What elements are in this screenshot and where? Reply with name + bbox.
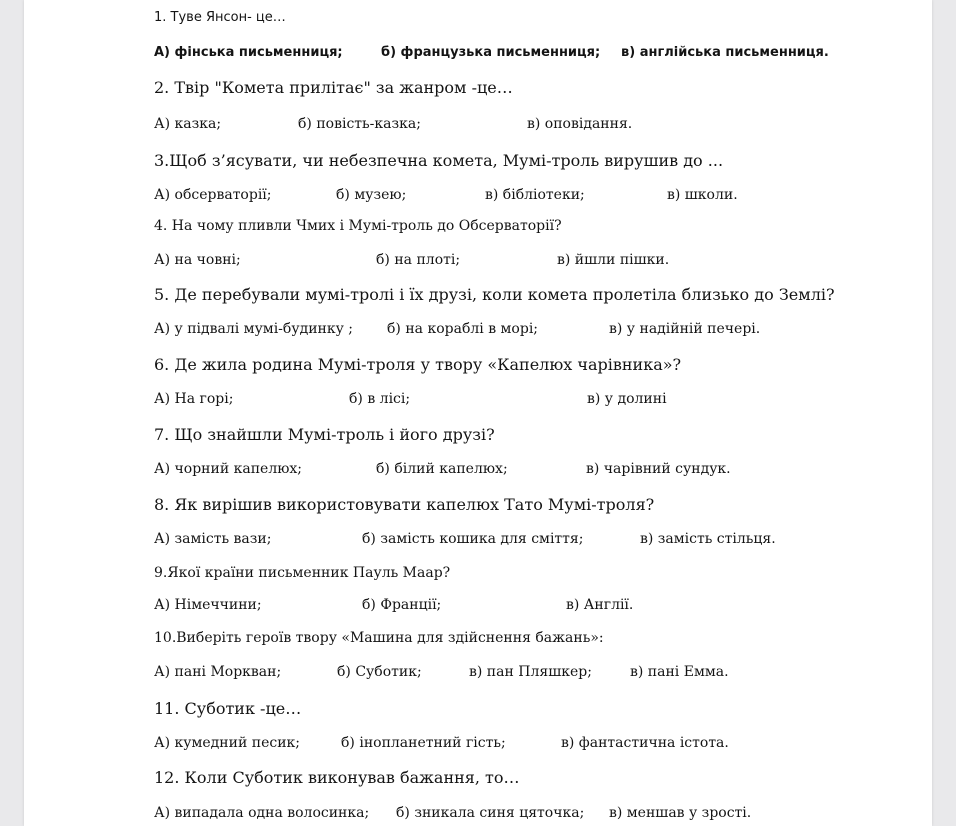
option-1a: А) фінська письменниця;	[154, 45, 343, 60]
option-2b: б) повість-казка;	[298, 116, 421, 132]
question-12: 12. Коли Суботик виконував бажання, то…	[154, 768, 520, 787]
option-1c: в) англійська письменниця.	[621, 45, 829, 60]
option-10a: А) пані Моркван;	[154, 664, 282, 680]
option-5b: б) на кораблі в морі;	[387, 321, 539, 337]
option-9c: в) Англії.	[566, 597, 634, 613]
option-11c: в) фантастична істота.	[561, 735, 729, 751]
option-10c: в) пан Пляшкер;	[469, 664, 592, 680]
option-6a: А) На горі;	[154, 391, 234, 407]
option-3b: б) музею;	[336, 187, 407, 203]
question-11: 11. Суботик -це…	[154, 699, 302, 718]
option-6c: в) у долині	[587, 391, 667, 407]
question-2: 2. Твір "Комета прилітає" за жанром -це…	[154, 78, 513, 97]
option-5c: в) у надійній печері.	[609, 321, 761, 337]
option-12b: б) зникала синя цяточка;	[396, 805, 585, 821]
question-6: 6. Де жила родина Мумі-троля у твору «Капелюх чарівника»?	[154, 355, 682, 374]
question-9: 9.Якої країни письменник Пауль Маар?	[154, 565, 451, 581]
option-3a: А) обсерваторії;	[154, 187, 272, 203]
option-12c: в) меншав у зрості.	[609, 805, 752, 821]
option-9b: б) Франції;	[362, 597, 442, 613]
option-3d: в) школи.	[667, 187, 738, 203]
option-8b: б) замість кошика для сміття;	[362, 531, 584, 547]
question-8: 8. Як вирішив використовувати капелюх Тато Мумі-троля?	[154, 495, 655, 514]
option-7a: А) чорний капелюх;	[154, 461, 303, 477]
option-6b: б) в лісі;	[349, 391, 411, 407]
option-2a: А) казка;	[154, 116, 222, 132]
option-4a: А) на човні;	[154, 252, 241, 268]
question-4: 4. На чому пливли Чмих і Мумі-троль до Обсерваторії?	[154, 218, 562, 234]
option-8c: в) замість стільця.	[640, 531, 776, 547]
question-3: 3.Щоб з’ясувати, чи небезпечна комета, Мумі-троль вирушив до ...	[154, 151, 724, 170]
option-1b: б) французька письменниця;	[381, 45, 601, 60]
option-9a: А) Німеччини;	[154, 597, 262, 613]
option-3c: в) бібліотеки;	[485, 187, 585, 203]
option-12a: А) випадала одна волосинка;	[154, 805, 370, 821]
option-11a: А) кумедний песик;	[154, 735, 300, 751]
option-7b: б) білий капелюх;	[376, 461, 508, 477]
option-7c: в) чарівний сундук.	[586, 461, 731, 477]
question-10: 10.Виберіть героїв твору «Машина для здійснення бажань»:	[154, 630, 604, 646]
option-8a: А) замість вази;	[154, 531, 272, 547]
document-page	[24, 0, 932, 826]
option-2c: в) оповідання.	[527, 116, 633, 132]
option-10b: б) Суботик;	[337, 664, 422, 680]
question-1: 1. Туве Янсон- це…	[154, 10, 286, 25]
question-5: 5. Де перебували мумі-тролі і їх друзі, коли комета пролетіла близько до Землі?	[154, 285, 835, 304]
option-4b: б) на плоті;	[376, 252, 461, 268]
option-10d: в) пані Емма.	[630, 664, 729, 680]
question-7: 7. Що знайшли Мумі-троль і його друзі?	[154, 425, 495, 444]
option-4c: в) йшли пішки.	[557, 252, 670, 268]
option-5a: А) у підвалі мумі-будинку ;	[154, 321, 354, 337]
option-11b: б) інопланетний гість;	[341, 735, 506, 751]
